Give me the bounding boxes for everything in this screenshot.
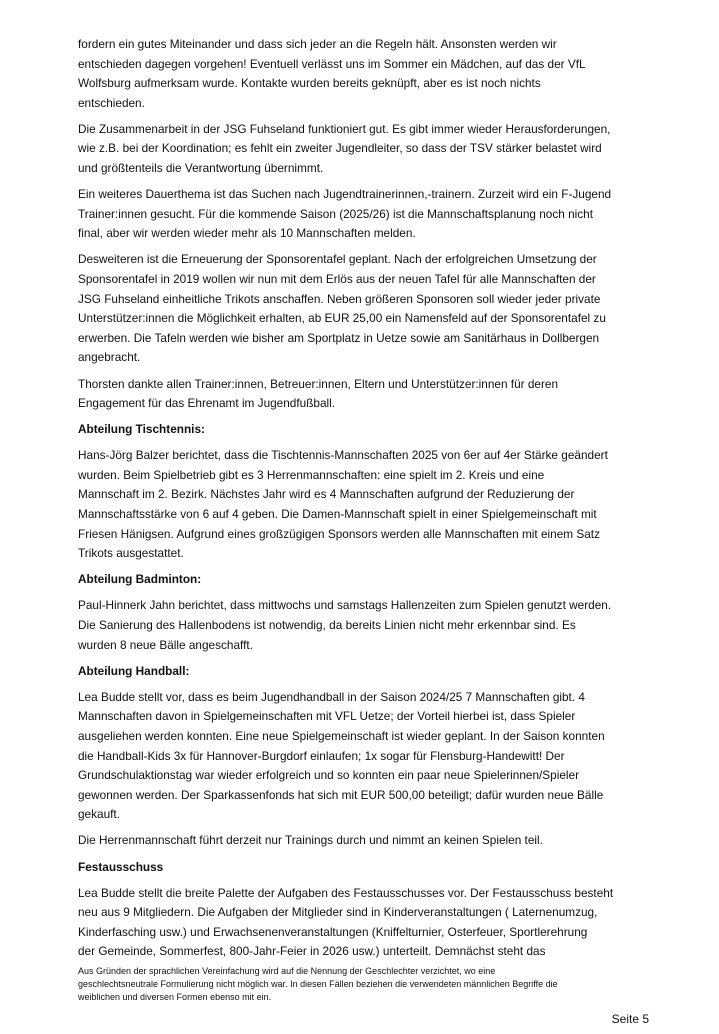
- text-line: entschieden dagegen vorgehen! Eventuell verlässt uns im Sommer ein Mädchen, auf das der VfL: [78, 56, 586, 71]
- text-line: Grundschulaktionstag war wieder erfolgreich und so konnten ein paar neue Spielerinnen/Spieler: [78, 768, 580, 783]
- paragraph: [78, 884, 678, 962]
- section-heading: Abteilung Tischtennis:: [78, 422, 205, 437]
- text-line: gewonnen werden. Der Sparkassenfonds hat sich mit EUR 500,00 beteiligt; dafür wurden neue Bälle: [78, 787, 604, 802]
- text-line: Mannschaftsstärke von 6 auf 4 geben. Die Damen-Mannschaft spielt in einer Spielgemeinschaft mit: [78, 507, 597, 522]
- text-line: Hans-Jörg Balzer berichtet, dass die Tischtennis-Mannschaften 2025 von 6er auf 4er Stärke geändert: [78, 448, 608, 463]
- text-line: Ein weiteres Dauerthema ist das Suchen nach Jugendtrainerinnen,-trainern. Zurzeit wird ein F-Jugend: [78, 187, 612, 202]
- text-line: Wolfsburg aufmerksam wurde. Kontakte wurden bereits geknüpft, aber es ist noch nichts: [78, 76, 541, 91]
- text-line: Desweiteren ist die Erneuerung der Sponsorentafel geplant. Nach der erfolgreichen Umsetzung der: [78, 252, 597, 267]
- text-line: final, aber wir werden wieder mehr als 10 Mannschaften melden.: [78, 226, 416, 241]
- text-line: Lea Budde stellt die breite Palette der Aufgaben des Festausschusses vor. Der Festausschuss besteht: [78, 885, 614, 900]
- document-body: [78, 35, 678, 969]
- text-line: angebracht.: [78, 350, 141, 365]
- text-line: Friesen Hänigsen. Aufgrund eines großzügigen Sponsors werden alle Mannschaften mit einem Satz: [78, 526, 600, 541]
- paragraph: [78, 446, 678, 564]
- text-line: Paul-Hinnerk Jahn berichtet, dass mittwochs und samstags Hallenzeiten zum Spielen genutzt werden.: [78, 598, 612, 613]
- paragraph: [78, 596, 678, 655]
- paragraph: [78, 250, 678, 368]
- paragraph: [78, 688, 678, 825]
- paragraph: [78, 185, 678, 244]
- text-line: entschieden.: [78, 95, 145, 110]
- text-line: Unterstützer:innen die Möglichkeit erhalten, ab EUR 25,00 ein Namensfeld auf der Sponsorentafel zu: [78, 311, 606, 326]
- text-line: JSG Fuhseland einheitliche Trikots anschaffen. Neben größeren Sponsoren soll wieder jeder private: [78, 291, 601, 306]
- text-line: Trikots ausgestattet.: [78, 546, 184, 561]
- paragraph: [78, 831, 678, 851]
- text-line: Sponsorentafel in 2019 wollen wir nun mit dem Erlös aus der neuen Tafel für alle Mannschaften der: [78, 272, 596, 287]
- text-line: Die Zusammenarbeit in der JSG Fuhseland funktioniert gut. Es gibt immer wieder Herausforderungen,: [78, 121, 611, 136]
- text-line: Lea Budde stellt vor, dass es beim Jugendhandball in der Saison 2024/25 7 Mannschaften gibt. 4: [78, 689, 585, 704]
- text-line: und größtenteils die Verantwortung übernimmt.: [78, 161, 324, 176]
- footnote-line: Aus Gründen der sprachlichen Vereinfachung wird auf die Nennung der Geschlechter verzichtet, wo eine: [78, 966, 496, 976]
- section-heading: Festausschuss: [78, 859, 164, 874]
- text-line: wurden 8 neue Bälle angeschafft.: [78, 637, 253, 652]
- paragraph: [78, 35, 678, 113]
- paragraph: [78, 120, 678, 179]
- text-line: Trainer:innen gesucht. Für die kommende Saison (2025/26) ist die Mannschaftsplanung noch nicht: [78, 206, 593, 221]
- text-line: Mannschaft im 2. Bezirk. Nächstes Jahr wird es 4 Mannschaften aufgrund der Reduzierung der: [78, 487, 575, 502]
- text-line: wie z.B. bei der Koordination; es fehlt ein zweiter Jugendleiter, so dass der TSV stärker belastet wird: [78, 141, 602, 156]
- text-line: Engagement für das Ehrenamt im Jugendfußball.: [78, 396, 336, 411]
- paragraph: [78, 375, 678, 414]
- text-line: gekauft.: [78, 807, 120, 822]
- text-line: die Handball-Kids 3x für Hannover-Burgdorf einlaufen; 1x sogar für Flensburg-Handewitt! Der: [78, 748, 565, 763]
- text-line: erwerben. Die Tafeln werden wie bisher am Sportplatz in Uetze sowie am Sanitärhaus in Dollbergen: [78, 330, 600, 345]
- footnote-line: geschlechtsneutrale Formulierung nicht möglich war. In diesen Fällen beziehen die verwendeten männlichen Begriffe die: [78, 979, 558, 989]
- section-heading: Abteilung Badminton:: [78, 572, 202, 587]
- text-line: ausgeliehen werden konnten. Eine neue Spielgemeinschaft ist wieder geplant. In der Saison konnten: [78, 729, 605, 743]
- text-line: der Gemeinde, Sommerfest, 800-Jahr-Feier in 2026 usw.) unterteilt. Demnächst steht das: [78, 944, 546, 959]
- text-line: Thorsten dankte allen Trainer:innen, Betreuer:innen, Eltern und Unterstützer:innen für deren: [78, 376, 559, 391]
- page-number: Seite 5: [611, 1012, 649, 1026]
- section-heading: Abteilung Handball:: [78, 663, 190, 678]
- text-line: Die Herrenmannschaft führt derzeit nur Trainings durch und nimmt an keinen Spielen teil.: [78, 833, 543, 848]
- text-line: neu aus 9 Mitgliedern. Die Aufgaben der Mitglieder sind in Kinderveranstaltungen ( Laternenumzug,: [78, 905, 598, 920]
- footnote: [78, 965, 678, 1004]
- footnote-line: weiblichen und diversen Formen ebenso mit ein.: [78, 992, 272, 1002]
- text-line: Kinderfasching usw.) und Erwachsenenveranstaltungen (Kniffelturnier, Osterfeuer, Sportlerehrung: [78, 924, 588, 939]
- text-line: Die Sanierung des Hallenbodens ist notwendig, da bereits Linien nicht mehr erkennbar sind. Es: [78, 618, 576, 633]
- text-line: Mannschaften davon in Spielgemeinschaften mit VFL Uetze; der Vorteil hierbei ist, dass Spieler: [78, 709, 576, 724]
- text-line: fordern ein gutes Miteinander und dass sich jeder an die Regeln hält. Ansonsten werden wir: [78, 37, 557, 51]
- text-line: wurden. Beim Spielbetrieb gibt es 3 Herrenmannschaften: eine spielt im 2. Kreis und eine: [78, 467, 545, 482]
